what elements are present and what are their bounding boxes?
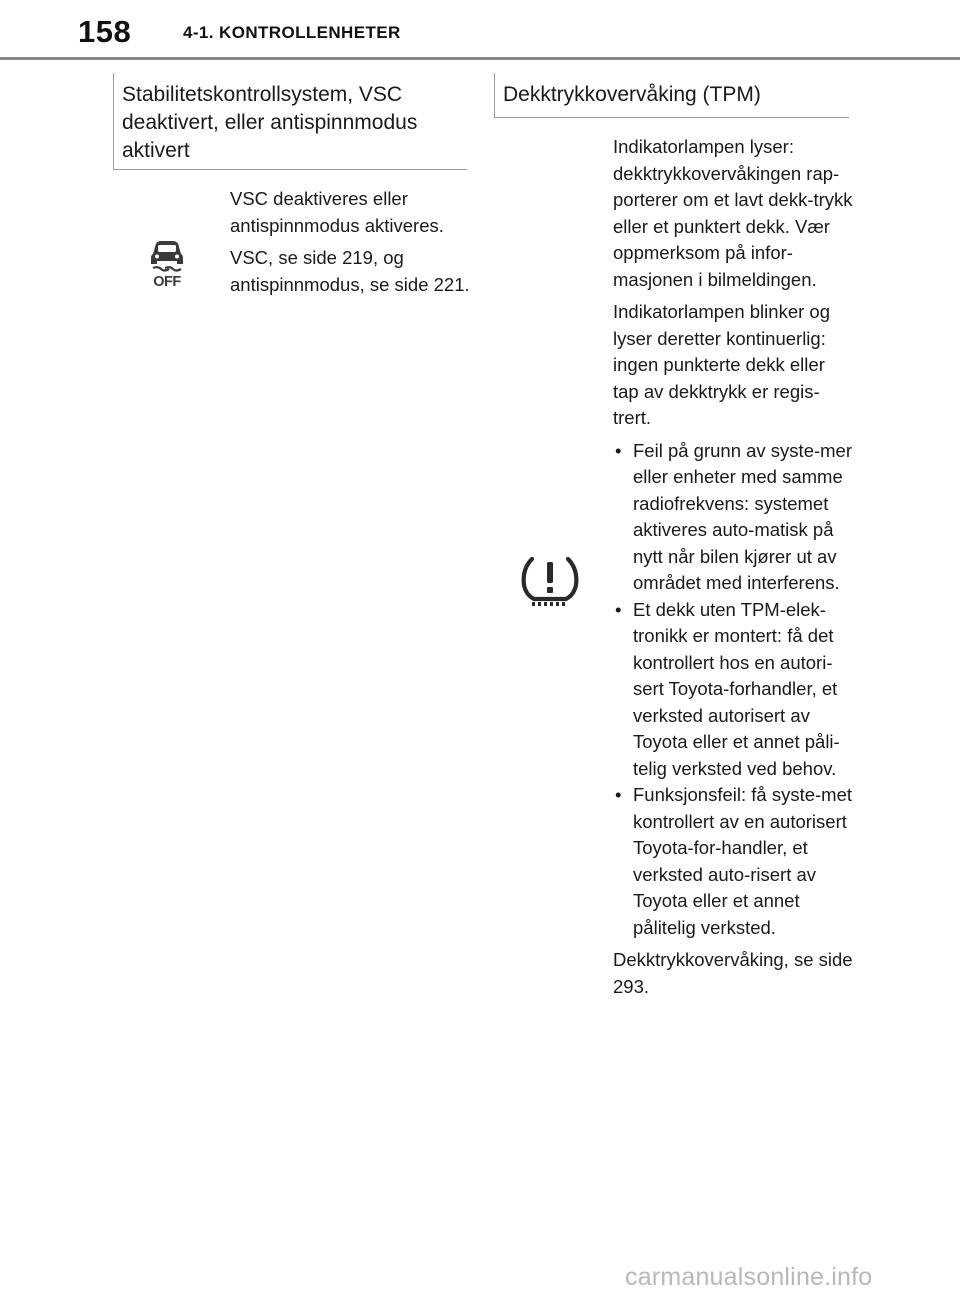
vsc-paragraph: VSC deaktiveres eller antispinnmodus aktiveres.	[230, 188, 444, 236]
bullet-icon: •	[615, 598, 622, 620]
page-header	[0, 0, 960, 60]
watermark: carmanualsonline.info	[625, 1263, 873, 1291]
tire-pressure-warning-icon	[520, 555, 580, 609]
bullet-icon: •	[615, 784, 622, 805]
vsc-reference: VSC, se side 219, og antispinnmodus, se side 221.	[230, 247, 470, 295]
list-item-text: Funksjonsfeil: få syste-met kontrollert av en autorisert Toyota-for-handler, et verksted auto-risert av Toyota eller et annet pålitelig verksted.	[633, 784, 852, 938]
page-number: 158	[78, 14, 132, 49]
list-item	[613, 438, 853, 597]
list-item-text: Et dekk uten TPM-elek-tronikk er montert: få det kontrollert hos en autori-sert Toyota-forhandler, et verksted autorisert av Toyota eller et annet påli-telig verksted ved behov.	[633, 598, 840, 779]
tpm-bullet-list	[613, 438, 853, 942]
tpm-reference: Dekktrykkovervåking, se side 293.	[613, 949, 853, 997]
tpm-title-box	[494, 73, 849, 118]
header-rule	[0, 57, 960, 60]
vsc-title-box	[113, 73, 467, 170]
list-item	[613, 782, 853, 941]
bullet-icon: •	[615, 439, 622, 461]
vsc-title-line: Stabilitetskontrollsystem, VSC	[122, 83, 403, 106]
vsc-title-line: deaktivert, eller antispinnmodus	[122, 111, 418, 134]
tpm-paragraph: Indikatorlampen lyser: dekktrykkovervåkingen rap-porterer om et lavt dekk-trykk eller et punktert dekk. Vær oppmerksom på infor-masjonen i bilmeldingen.	[613, 136, 853, 290]
tpm-title: Dekktrykkovervåking (TPM)	[503, 83, 761, 106]
vsc-title	[122, 81, 459, 165]
vsc-off-icon	[147, 238, 187, 288]
svg-text:OFF: OFF	[153, 274, 181, 288]
vsc-description	[230, 186, 470, 304]
vsc-title-line: aktivert	[122, 139, 190, 162]
section-title: 4-1. KONTROLLENHETER	[183, 23, 401, 42]
tpm-description	[613, 134, 853, 1006]
tpm-paragraph: Indikatorlampen blinker og lyser deretter kontinuerlig: ingen punkterte dekk eller tap av dekktrykk er regis-trert.	[613, 301, 830, 428]
list-item	[613, 597, 853, 783]
list-item-text: Feil på grunn av syste-mer eller enheter med samme radiofrekvens: systemet aktiveres auto-matisk på nytt når bilen kjører ut av området med interferens.	[633, 439, 853, 593]
